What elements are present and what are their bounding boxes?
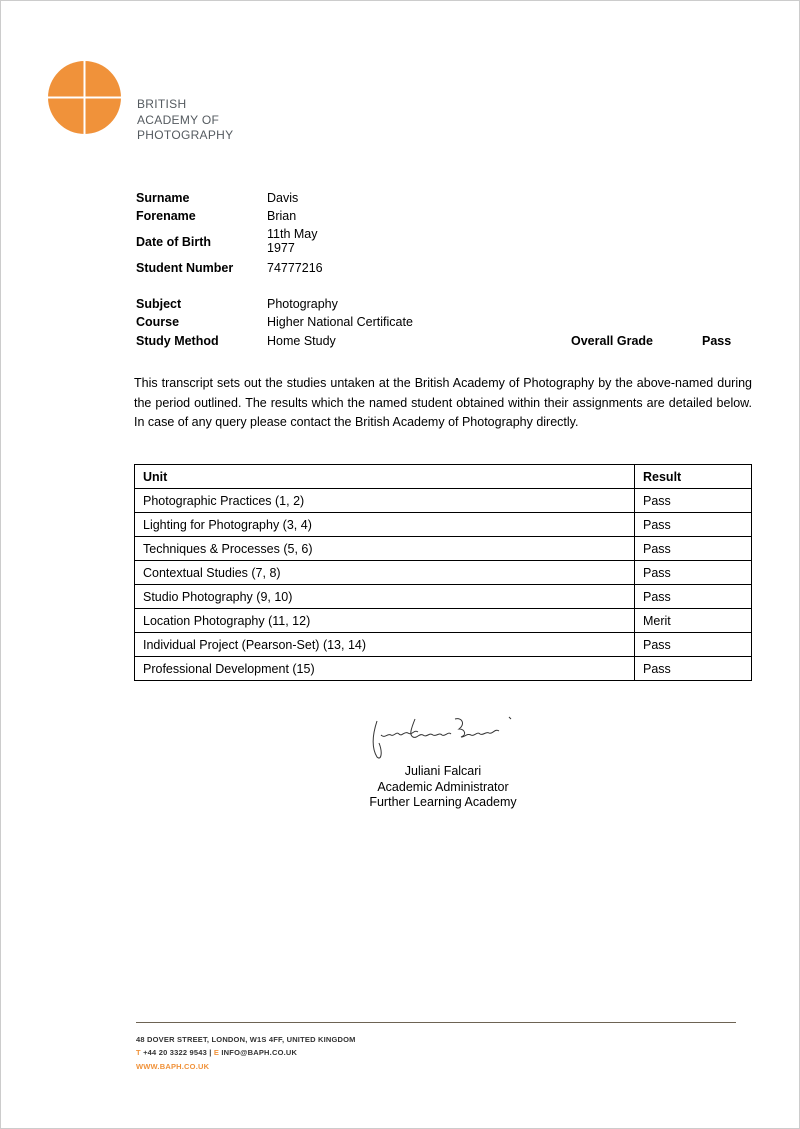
- unit-cell: Professional Development (15): [135, 657, 635, 681]
- course-value: Higher National Certificate: [267, 315, 413, 329]
- result-cell: Merit: [635, 609, 752, 633]
- footer-email[interactable]: INFO@BAPH.CO.UK: [221, 1048, 298, 1057]
- table-row: [135, 657, 752, 681]
- phone-label: T: [136, 1048, 141, 1057]
- dob-year: 1977: [267, 241, 295, 255]
- results-table: [134, 464, 752, 681]
- course-label: Course: [136, 315, 180, 329]
- table-header-row: [135, 465, 752, 489]
- table-row: [135, 585, 752, 609]
- brand-name: [137, 97, 233, 144]
- footer-phone[interactable]: +44 20 3322 9543: [143, 1048, 207, 1057]
- dob-day: 11th May: [267, 227, 318, 241]
- result-header: Result: [635, 465, 752, 489]
- unit-cell: Location Photography (11, 12): [135, 609, 635, 633]
- surname-label: Surname: [136, 191, 190, 205]
- table-row: [135, 513, 752, 537]
- footer-address: 48 DOVER STREET, LONDON, W1S 4FF, UNITED KINGDOM: [136, 1035, 356, 1044]
- signatory-organization: Further Learning Academy: [369, 795, 517, 809]
- table-row: [135, 609, 752, 633]
- unit-cell: Lighting for Photography (3, 4): [135, 513, 635, 537]
- subject-label: Subject: [136, 297, 182, 311]
- separator: |: [209, 1048, 212, 1057]
- unit-cell: Techniques & Processes (5, 6): [135, 537, 635, 561]
- result-cell: Pass: [635, 513, 752, 537]
- result-cell: Pass: [635, 537, 752, 561]
- signatory-name: Juliani Falcari: [404, 764, 482, 778]
- unit-header: Unit: [135, 465, 635, 489]
- signatory-block: [343, 764, 543, 811]
- forename-value: Brian: [267, 209, 297, 223]
- table-row: [135, 537, 752, 561]
- table-row: [135, 489, 752, 513]
- result-cell: Pass: [635, 585, 752, 609]
- forename-label: Forename: [136, 209, 196, 223]
- email-label: E: [213, 1048, 220, 1057]
- intro-paragraph: This transcript sets out the studies untaken at the British Academy of Photography by the above-named during the period outlined. The results which the named student obtained within their assignments are detailed below. In case of any query please contact the British Academy of Photography directly.: [134, 376, 752, 429]
- academy-logo-icon: [48, 61, 121, 134]
- result-cell: Pass: [635, 633, 752, 657]
- signatory-title: Academic Administrator: [377, 779, 509, 794]
- result-cell: Pass: [635, 657, 752, 681]
- unit-cell: Individual Project (Pearson-Set) (13, 14): [135, 633, 635, 657]
- unit-cell: Contextual Studies (7, 8): [135, 561, 635, 585]
- table-row: [135, 561, 752, 585]
- footer-divider: [136, 1022, 736, 1023]
- unit-cell: Studio Photography (9, 10): [135, 585, 635, 609]
- unit-cell: Photographic Practices (1, 2): [135, 489, 635, 513]
- result-cell: Pass: [635, 489, 752, 513]
- surname-value: Davis: [267, 191, 299, 205]
- study-method-label: Study Method: [136, 334, 219, 348]
- footer-contact: [136, 1048, 297, 1057]
- brand-line: ACADEMY OF: [137, 112, 220, 127]
- overall-grade-value: Pass: [702, 334, 732, 348]
- brand-line: BRITISH: [137, 97, 187, 111]
- table-row: [135, 633, 752, 657]
- footer-website[interactable]: WWW.BAPH.CO.UK: [136, 1062, 210, 1071]
- overall-grade-label: Overall Grade: [571, 334, 653, 348]
- result-cell: Pass: [635, 561, 752, 585]
- dob-label: Date of Birth: [136, 235, 211, 249]
- student-number-value: 74777216: [267, 261, 323, 275]
- subject-value: Photography: [267, 297, 338, 311]
- study-method-value: Home Study: [267, 334, 336, 348]
- signature-image: [363, 713, 523, 763]
- brand-line: PHOTOGRAPHY: [137, 128, 234, 142]
- dob-value: [267, 227, 318, 255]
- student-number-label: Student Number: [136, 261, 234, 275]
